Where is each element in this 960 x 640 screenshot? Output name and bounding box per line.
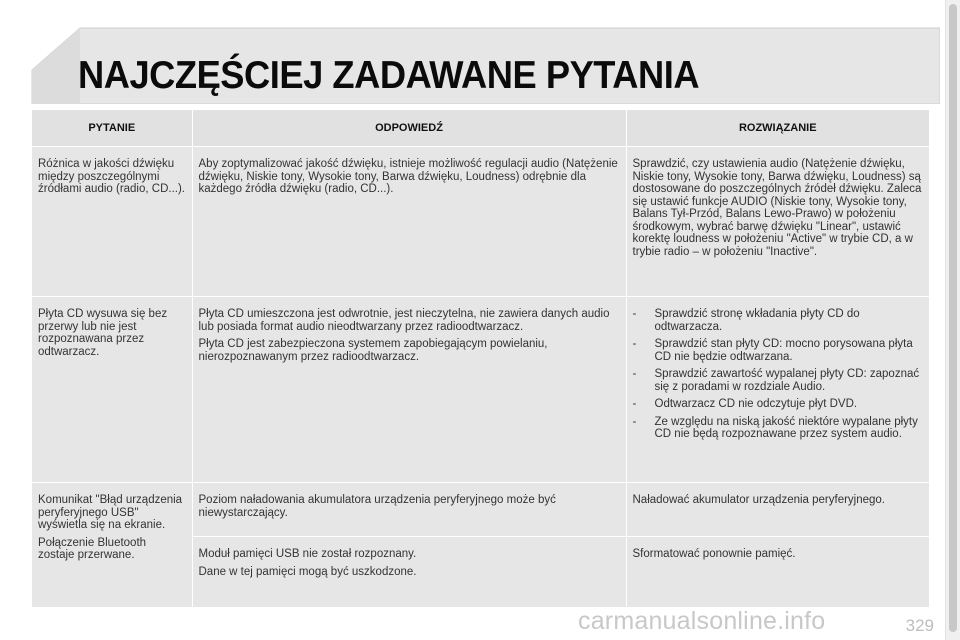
- list-dash: -: [632, 368, 637, 380]
- question-text: Komunikat "Błąd urządzenia peryferyjnego USB" wyświetla się na ekranie.: [38, 494, 183, 531]
- solution-list: [633, 308, 924, 441]
- table-row: [32, 483, 929, 537]
- solution-text: Sprawdzić, czy ustawienia audio (Natężenie dźwięku, Niskie tony, Wysokie tony, Barwa dźwięku, Loudness) są dostosowane do poszczególnych źródeł dźwięku. Zaleca się ustawić funkcje AUDIO (Niskie tony, Wysokie tony, Balans Tył-Przód, Balans Lewo-Prawo) w położeniu środkowym, wybrać barwę dźwięku "Linear", ustawić korektę loudness w położeniu "Active" w trybie CD, a w trybie radio – w położeniu "Inactive".: [632, 158, 922, 258]
- question-cell: [32, 147, 192, 297]
- table-row: [32, 147, 929, 297]
- question-text: Płyta CD wysuwa się bez przerwy lub nie jest rozpoznawana przez odtwarzacz.: [38, 308, 168, 358]
- answer-text: Aby zoptymalizować jakość dźwięku, istnieje możliwość regulacji audio (Natężenie dźwięku, Niskie tony, Wysokie tony, Barwa dźwięku, Loudness) odrębnie dla każdego źródła dźwięku (radio, CD...).: [198, 158, 618, 195]
- list-dash: -: [632, 415, 637, 428]
- column-header-question: PYTANIE: [32, 110, 192, 147]
- answer-text: Poziom naładowania akumulatora urządzenia peryferyjnego może być niewystarczający.: [198, 494, 556, 519]
- answer-cell: [192, 483, 626, 537]
- column-header-solution: ROZWIĄZANIE: [626, 110, 929, 147]
- answer-cell: [192, 297, 626, 483]
- list-item-text: Sprawdzić stan płyty CD: mocno porysowana płyta CD nie będzie odtwarzana.: [654, 338, 913, 363]
- table-row: [32, 297, 929, 483]
- answer-cell: [192, 147, 626, 297]
- list-item: [633, 398, 924, 411]
- list-item: [633, 338, 924, 363]
- faq-table: [32, 110, 929, 607]
- solution-cell: [626, 483, 929, 537]
- answer-text: Płyta CD umieszczona jest odwrotnie, jest nieczytelna, nie zawiera danych audio lub posiada format audio nieodtwarzany przez radioodtwarzacz.: [198, 308, 610, 333]
- list-item-text: Odtwarzacz CD nie odczytuje płyt DVD.: [654, 398, 858, 410]
- list-dash: -: [632, 308, 637, 320]
- answer-text: Dane w tej pamięci mogą być uszkodzone.: [198, 565, 417, 578]
- column-header-answer: ODPOWIEDŹ: [192, 110, 626, 147]
- page-title: NAJCZĘŚCIEJ ZADAWANE PYTANIA: [78, 54, 700, 97]
- list-item-text: Sprawdzić zawartość wypalanej płyty CD: zapoznać się z poradami w rozdziale Audio.: [654, 368, 920, 393]
- answer-text: Płyta CD jest zabezpieczona systemem zapobiegającym powielaniu, nierozpoznawanym przez radioodtwarzacz.: [198, 338, 548, 363]
- scrollbar-thumb[interactable]: [949, 4, 957, 632]
- watermark: carmanualsonline.info: [578, 607, 826, 635]
- list-dash: -: [632, 338, 637, 350]
- question-cell: [32, 483, 192, 607]
- question-cell: [32, 297, 192, 483]
- list-item-text: Ze względu na niską jakość niektóre wypalane płyty CD nie będą rozpoznawane przez system audio.: [654, 415, 918, 440]
- solution-cell: [626, 147, 929, 297]
- table-header-row: [32, 110, 929, 147]
- question-text: Połączenie Bluetooth zostaje przerwane.: [38, 536, 147, 561]
- solution-text: Naładować akumulator urządzenia peryferyjnego.: [632, 494, 886, 506]
- solution-cell: [626, 537, 929, 607]
- list-item: [633, 368, 924, 393]
- vertical-scrollbar[interactable]: [945, 0, 960, 640]
- list-item: [633, 416, 924, 441]
- answer-text: Moduł pamięci USB nie został rozpoznany.: [198, 548, 417, 560]
- page-number: 329: [905, 616, 934, 635]
- list-item-text: Sprawdzić stronę wkładania płyty CD do odtwarzacza.: [654, 308, 860, 333]
- question-text: Różnica w jakości dźwięku między poszczególnymi źródłami audio (radio, CD...).: [38, 158, 185, 195]
- answer-cell: [192, 537, 626, 607]
- list-item: [633, 308, 924, 333]
- solution-cell: [626, 297, 929, 483]
- list-dash: -: [632, 398, 637, 410]
- solution-text: Sformatować ponownie pamięć.: [632, 548, 796, 560]
